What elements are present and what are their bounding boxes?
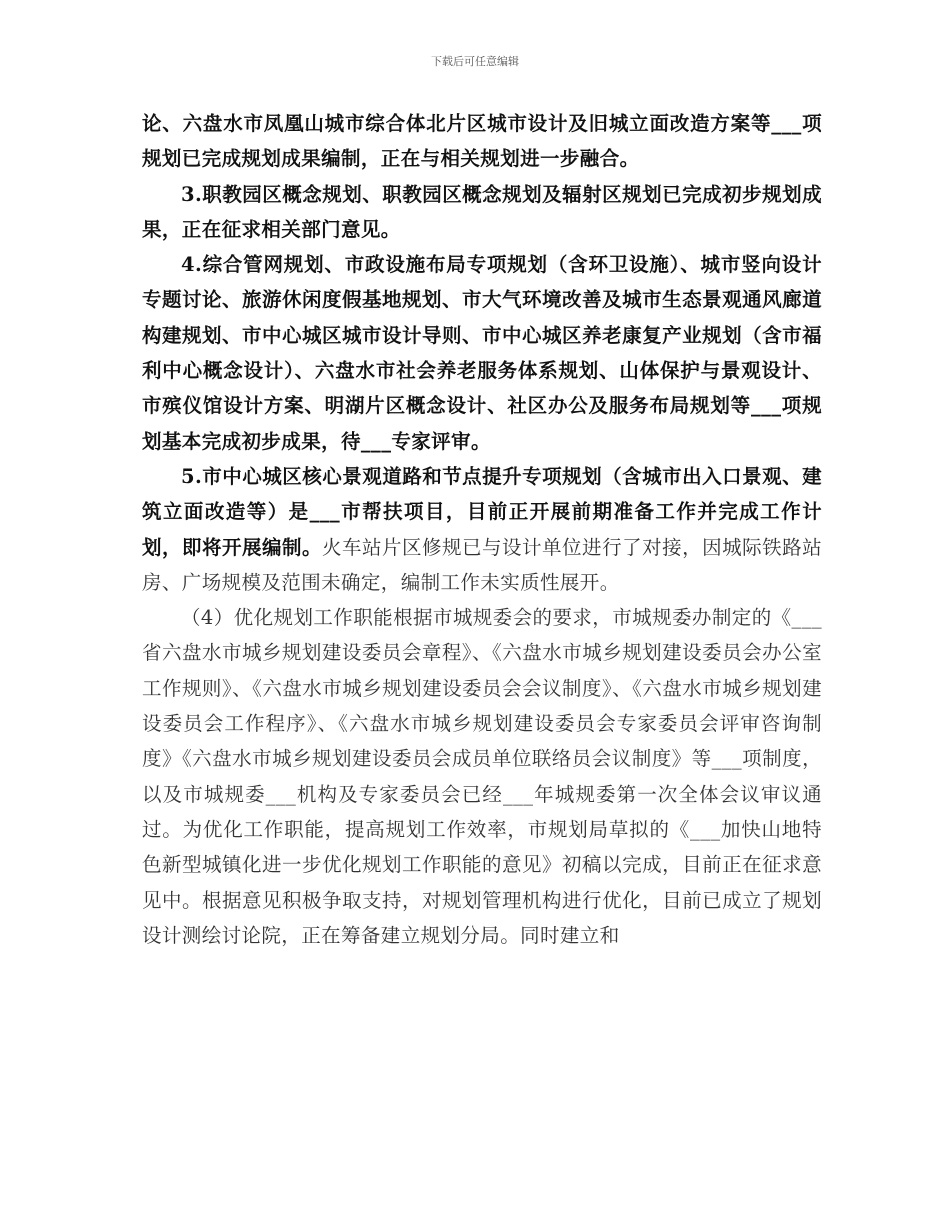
paragraph-section-4: （4）优化规划工作职能根据市城规委会的要求，市城规委办制定的《___省六盘水市城乡规划建设委员会章程》、《六盘水市城乡规划建设委员会办公室工作规则》、《六盘水市城乡规划建设委员会会议制度》、《六盘水市城乡规划建设委员会工作程序》、《六盘水市城乡规划建设委员会专家委员会评审咨询制度》《六盘水市城乡规划建设委员会成员单位联络员会议制度》等___项制度，以及市城规委___机构及专家委员会已经___年城规委第一次全体会议审议通过。为优化工作职能，提高规划工作效率，市规划局草拟的《___加快山地特色新型城镇化进一步优化规划工作职能的意见》初稿以完成，目前正在征求意见中。根据意见积极争取支持，对规划管理机构进行优化，目前已成立了规划设计测绘讨论院，正在筹备建立规划分局。同时建立和 [142,606,822,947]
paragraph-item-4: 4.综合管网规划、市政设施布局专项规划（含环卫设施）、城市竖向设计专题讨论、旅游休闲度假基地规划、市大气环境改善及城市生态景观通风廊道构建规划、市中心城区城市设计导则、市中心城区养老康复产业规划（含市福利中心概念设计）、六盘水市社会养老服务体系规划、山体保护与景观设计、市殡仪馆设计方案、明湖片区概念设计、社区办公及服务布局规划等___项规划基本完成初步成果，待___专家评审。 [142,253,822,453]
paragraph-item-5-rest: 火车站片区修规已与设计单位进行了对接，因城际铁路站房、广场规模及范围未确定，编制工作未实质性展开。 [142,535,822,594]
paragraph-item-3: 3.职教园区概念规划、职教园区概念规划及辐射区规划已完成初步规划成果，正在征求相关部门意见。 [142,182,822,241]
paragraph-continued: 论、六盘水市凤凰山城市综合体北片区城市设计及旧城立面改造方案等___项规划已完成规划成果编制，正在与相关规划进一步融合。 [142,112,822,171]
document-body [142,106,822,953]
paragraph-item-5 [142,459,822,600]
page-header: 下载后可任意编辑 [431,55,519,68]
paragraph-item-5-bold: 5.市中心城区核心景观道路和节点提升专项规划（含城市出入口景观、建筑立面改造等）是___市帮扶项目，目前正开展前期准备工作并完成工作计划，即将开展编制。 [142,464,822,559]
